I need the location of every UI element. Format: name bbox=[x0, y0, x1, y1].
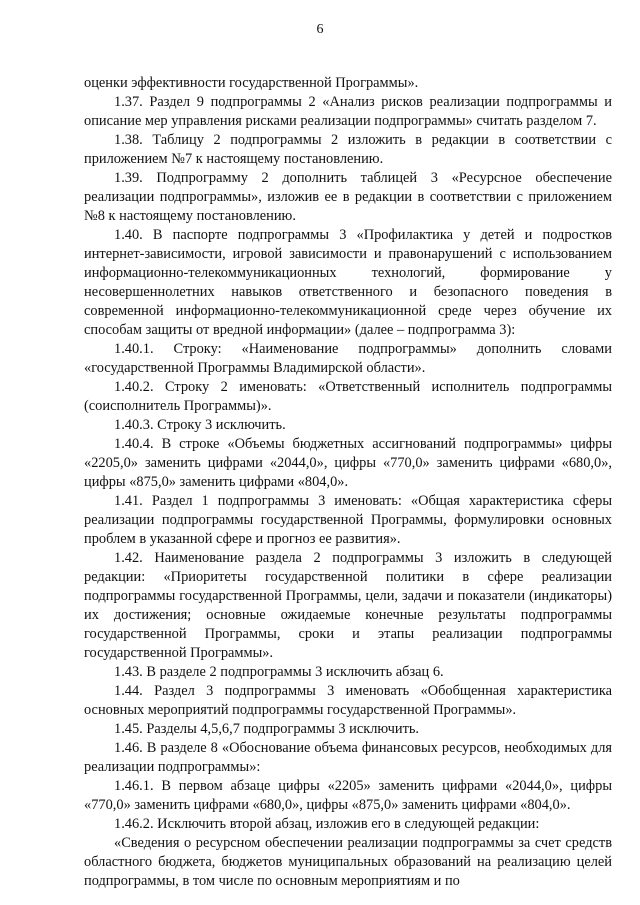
paragraph-1-41: 1.41. Раздел 1 подпрограммы 3 именовать: «Общая характеристика сферы реализации подпрограммы государственной Программы, формулировки основных проблем в указанной сфере и прогноз ее развития». bbox=[84, 493, 612, 547]
paragraph-continuation: оценки эффективности государственной Программы». bbox=[84, 75, 419, 91]
paragraph-1-43: 1.43. В разделе 2 подпрограммы 3 исключить абзац 6. bbox=[114, 664, 444, 680]
paragraph-1-40: 1.40. В паспорте подпрограммы 3 «Профилактика у детей и подростков интернет-зависимости, игровой зависимости и правонарушений с использованием информационно-телекоммуникационных технологий, формирование у несовершеннолетних навыков ответственного и безопасного поведения в современной информационно-телекоммуникационной среде через обучение их способам защиты от вредной информации» (далее – подпрограмма 3): bbox=[84, 227, 612, 338]
paragraph-1-40-2: 1.40.2. Строку 2 именовать: «Ответственный исполнитель подпрограммы (соисполнитель Программы)». bbox=[84, 379, 612, 414]
document-body bbox=[84, 74, 612, 891]
paragraph-1-42: 1.42. Наименование раздела 2 подпрограммы 3 изложить в следующей редакции: «Приоритеты государственной политики в сфере реализации подпрограммы государственной Программы, цели, задачи и показатели (индикаторы) их достижения; основные ожидаемые конечные результаты подпрограммы государственной Программы, сроки и этапы реализации подпрограммы государственной Программы». bbox=[84, 550, 612, 661]
page-number: 6 bbox=[316, 22, 324, 37]
paragraph-quote: «Сведения о ресурсном обеспечении реализации подпрограммы за счет средств областного бюджета, бюджетов муниципальных образований на реализацию целей подпрограммы, в том числе по основным мероприятиям и по bbox=[84, 835, 612, 889]
paragraph-1-39: 1.39. Подпрограмму 2 дополнить таблицей 3 «Ресурсное обеспечение реализации подпрограммы», изложив ее в редакции в соответствии с приложением №8 к настоящему постановлению. bbox=[84, 170, 612, 224]
paragraph-1-40-3: 1.40.3. Строку 3 исключить. bbox=[114, 417, 286, 433]
paragraph-1-38: 1.38. Таблицу 2 подпрограммы 2 изложить в редакции в соответствии с приложением №7 к настоящему постановлению. bbox=[84, 132, 612, 167]
paragraph-1-37: 1.37. Раздел 9 подпрограммы 2 «Анализ рисков реализации подпрограммы и описание мер управления рисками реализации подпрограммы» считать разделом 7. bbox=[84, 94, 612, 129]
paragraph-1-46-2: 1.46.2. Исключить второй абзац, изложив его в следующей редакции: bbox=[114, 816, 540, 832]
paragraph-1-40-1: 1.40.1. Строку: «Наименование подпрограммы» дополнить словами «государственной Программы Владимирской области». bbox=[84, 341, 612, 376]
paragraph-1-46-1: 1.46.1. В первом абзаце цифры «2205» заменить цифрами «2044,0», цифры «770,0» заменить цифрами «680,0», цифры «875,0» заменить цифрами «804,0». bbox=[84, 778, 612, 813]
paragraph-1-44: 1.44. Раздел 3 подпрограммы 3 именовать «Обобщенная характеристика основных мероприятий подпрограммы государственной Программы». bbox=[84, 683, 612, 718]
paragraph-1-46: 1.46. В разделе 8 «Обоснование объема финансовых ресурсов, необходимых для реализации подпрограммы»: bbox=[84, 740, 612, 775]
paragraph-1-40-4: 1.40.4. В строке «Объемы бюджетных ассигнований подпрограммы» цифры «2205,0» заменить цифрами «2044,0», цифры «770,0» заменить цифрами «680,0», цифры «875,0» заменить цифрами «804,0». bbox=[84, 436, 612, 490]
paragraph-1-45: 1.45. Разделы 4,5,6,7 подпрограммы 3 исключить. bbox=[114, 721, 420, 737]
